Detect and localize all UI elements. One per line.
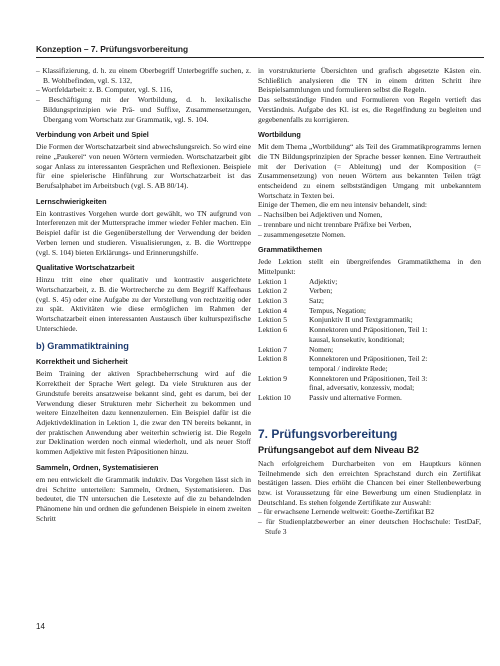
running-header: Konzeption – 7. Prüfungsvorbereitung bbox=[36, 44, 189, 54]
topic-label: Lektion 4 bbox=[258, 305, 287, 315]
right-column bbox=[258, 66, 481, 536]
list-item: – für Studienplatzbewerber an einer deutschen Hochschule: TestDaF, Stufe 3 bbox=[258, 517, 481, 536]
list-item: – trennbare und nicht trennbare Präfixe bei Verben, bbox=[258, 219, 412, 229]
left-column bbox=[36, 66, 251, 523]
topic-label: Lektion 10 bbox=[258, 393, 291, 403]
topic-label: Lektion 3 bbox=[258, 296, 287, 306]
section-heading: Sammeln, Ordnen, Systematisieren bbox=[36, 462, 159, 472]
section-heading: Verbindung von Arbeit und Spiel bbox=[36, 130, 149, 140]
paragraph: Einige der Themen, die em neu intensiv behandelt, sind: bbox=[258, 200, 427, 210]
topic-text: Nomen; bbox=[309, 344, 334, 354]
paragraph: Hinzu tritt eine eher qualitativ und kontrastiv ausgerichtete Wortschatzarbeit, z. B. die Wortrecherche zu dem Begriff Kaffeehaus (vgl. S. 45) oder eine Aufgabe zu der Vorstellung von rechtzeitig oder zu spät. Aktivitäten wie diese ermöglichen im Rahmen der Wortschatzarbeit einen interessanten Austausch über kulturspezifische Unterschiede. bbox=[36, 275, 251, 333]
grammar-topics-list bbox=[258, 277, 481, 403]
topic-text: kausal, konsekutiv, konditional; bbox=[309, 334, 405, 344]
topic-label: Lektion 1 bbox=[258, 276, 287, 286]
paragraph: Nach erfolgreichem Durcharbeiten von em Hauptkurs können Teilnehmende sich den erreichten Sprachstand durch ein Zertifikat bestätigen lassen. Dies erhöht die Chancen bei einer Stellenbewerbung bzw. ist Voraussetzung für eine Bewerbung um einen Studienplatz in Deutschland. Es stehen folgende Zertifikate zur Auswahl: bbox=[258, 458, 481, 507]
list-item: – für erwachsene Lernende weltweit: Goethe-Zertifikat B2 bbox=[258, 507, 435, 517]
paragraph: Jede Lektion stellt ein übergreifendes Grammatikthema in den Mittelpunkt: bbox=[258, 257, 481, 276]
section-heading: Prüfungsangebot auf dem Niveau B2 bbox=[258, 444, 419, 455]
page-number: 14 bbox=[36, 622, 45, 631]
topic-text: Tempus, Negation; bbox=[309, 305, 366, 315]
topic-text: temporal / indirekte Rede; bbox=[309, 363, 388, 373]
list-item: – zusammengesetzte Nomen. bbox=[258, 229, 346, 239]
topic-label bbox=[258, 364, 309, 374]
list-item: – Nachsilben bei Adjektiven und Nomen, bbox=[258, 210, 383, 220]
paragraph: Ein kontrastives Vorgehen wurde dort gewählt, wo TN aufgrund von Interferenzen mit der Muttersprache immer wieder Fehler machen. Ein Beispiel dafür ist die Gegenüberstellung der Verwendung der beiden Verben lernen und studieren. Visualisierungen, z. B. die Worttreppe (vgl. S. 104) bieten Erklärungs- und Erinnerungshilfe. bbox=[36, 208, 251, 257]
topic-label: Lektion 9 bbox=[258, 373, 287, 383]
wortbildung-list bbox=[258, 210, 481, 239]
topic-text: Konnektoren und Präpositionen, Teil 1: bbox=[309, 325, 428, 335]
topic-text: Verben; bbox=[309, 286, 333, 296]
topic-text: Konjunktiv II und Textgrammatik; bbox=[309, 315, 413, 325]
paragraph: in vorstrukturierte Übersichten und grafisch abgesetzte Kästen ein. Schließlich analysieren die TN in einem dritten Schritt ihre Beispielsammlungen und formulieren selbst die Regeln. bbox=[258, 66, 481, 95]
paragraph: em neu entwickelt die Grammatik induktiv. Das Vorgehen lässt sich in drei Schritte unterteilen: Sammeln, Ordnen, Systematisieren. Das bedeutet, die TN untersuchen die Lesetexte auf die zu behandelnden Phänomene hin und ordnen die gefundenen Beispiele in einem zweiten Schritt bbox=[36, 474, 251, 523]
list-item: – Klassifizierung, d. h. zu einem Oberbegriff Unterbegriffe suchen, z. B. Wohlbefinden, vgl. S. 132, bbox=[36, 66, 251, 85]
topic-label: Lektion 2 bbox=[258, 286, 287, 296]
paragraph: Mit dem Thema „Wortbildung“ als Teil des Grammatikprogramms lernen die TN Bildungsprinzipien der Sprache besser kennen. Eine Vertrautheit mit der Derivation (= Ableitung) und der Komposition (= Zusammensetzung) von neuen Wörtern aus bekannten Teilen trägt entscheidend zu einem selbstständigen Umgang mit unbekanntem Wortschatz in Texten bei. bbox=[258, 142, 481, 200]
paragraph: Die Formen der Wortschatzarbeit sind abwechslungsreich. So wird eine reine „Paukerei“ von neuen Wörtern vermieden. Wortschatzarbeit gibt sogar Anlass zu interessanten Gesprächen und Reflexionen. Beispiele für eine spielerische Hinführung zur Wortschatzarbeit ist das Berufsalphabet im Arbeitsbuch (vgl. S. AB 80/14). bbox=[36, 142, 251, 191]
certificate-list bbox=[258, 507, 481, 536]
topic-text: Konnektoren und Präpositionen, Teil 2: bbox=[309, 354, 428, 364]
list-item: – Beschäftigung mit der Wortbildung, d. h. lexikalische Bildungsprinzipien wie Prä- und Suffixe, Zusammensetzungen, Übergang vom Wortschatz zur Grammatik, vgl. S. 104. bbox=[36, 95, 251, 124]
topic-label bbox=[258, 335, 309, 345]
list-item: – Wortfeldarbeit: z. B. Computer, vgl. S. 116, bbox=[36, 85, 173, 95]
topic-label: Lektion 8 bbox=[258, 354, 287, 364]
topic-label: Lektion 7 bbox=[258, 344, 287, 354]
topic-text: Satz; bbox=[309, 296, 324, 306]
topic-text: Adjektiv; bbox=[309, 276, 338, 286]
topic-label: Lektion 5 bbox=[258, 315, 287, 325]
section-heading: Lernschwierigkeiten bbox=[36, 196, 107, 206]
topic-label bbox=[258, 383, 309, 393]
topic-label: Lektion 6 bbox=[258, 325, 287, 335]
section-heading: Korrektheit und Sicherheit bbox=[36, 357, 128, 367]
paragraph: Das selbstständige Finden und Formulieren von Regeln vertieft das Verständnis. Aufgabe des Kl. ist es, die Regelfindung zu begleiten und gegebenenfalls zu korrigieren. bbox=[258, 95, 481, 124]
paragraph: Beim Training der aktiven Sprachbeherrschung wird auf die Korrektheit der Sprache Wert gelegt. Da viele Strukturen aus der Grundstufe bereits ansatzweise bekannt sind, geht es darum, bei der Verwendung dieser Strukturen mehr Sicherheit zu bekommen und weitere Einzelheiten dazu kennenzulernen. Ein Beispiel dafür ist die Adjektivdeklination in Lektion 1, die zwar den TN bereits bekannt, in der praktischen Anwendung aber weiterhin schwierig ist. Die Regeln zur Deklination werden noch einmal wiederholt, und als neuer Stoff kommen Adjektive mit festen Präpositionen hinzu. bbox=[36, 369, 251, 457]
header-rule bbox=[36, 57, 484, 58]
chapter-heading: 7. Prüfungsvorbereitung bbox=[258, 426, 398, 441]
section-heading: Grammatikthemen bbox=[258, 245, 323, 255]
intro-list bbox=[36, 66, 251, 124]
topic-text: Konnektoren und Präpositionen, Teil 3: bbox=[309, 373, 428, 383]
section-heading: Wortbildung bbox=[258, 130, 301, 140]
topic-text: Passiv und alternative Formen. bbox=[309, 393, 402, 403]
subchapter-heading: b) Grammatiktraining bbox=[36, 341, 129, 352]
section-heading: Qualitative Wortschatzarbeit bbox=[36, 263, 135, 273]
topic-text: final, adversativ, konzessiv, modal; bbox=[309, 383, 415, 393]
